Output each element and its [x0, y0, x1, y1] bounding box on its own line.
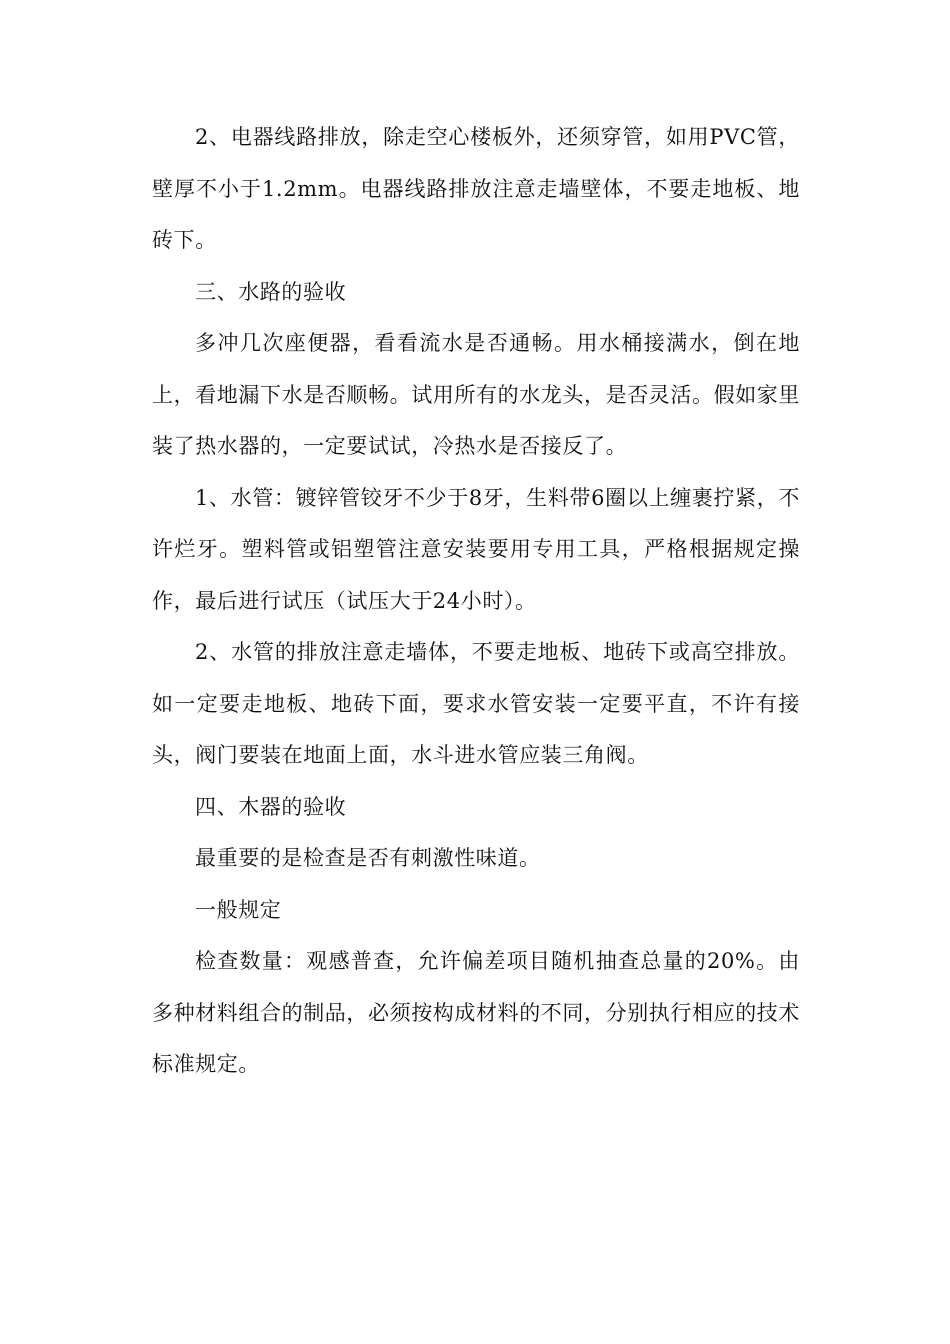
heading-general-rules: 一般规定: [195, 897, 282, 922]
paragraph-electrical-wiring: 2、电器线路排放，除走空心楼板外，还须穿管，如用PVC管，壁厚不小于1.2mm。电器线路排放注意走墙壁体，不要走地板、地砖下。: [152, 125, 800, 252]
paragraph-water-pipe-threads: 1、水管：镀锌管铰牙不少于8牙，生料带6圈以上缠裹拧紧，不许烂牙。塑料管或铝塑管注意安装要用专用工具，严格根据规定操作，最后进行试压（试压大于24小时）。: [152, 485, 800, 613]
paragraph-water-test: 多冲几次座便器，看看流水是否通畅。用水桶接满水，倒在地上，看地漏下水是否顺畅。试用所有的水龙头，是否灵活。假如家里装了热水器的，一定要试试，冷热水是否接反了。: [152, 331, 800, 458]
document-body: [152, 112, 800, 1091]
heading-woodwork-inspection: 四、木器的验收: [195, 794, 347, 819]
paragraph-water-pipe-layout: 2、水管的排放注意走墙体，不要走地板、地砖下或高空排放。如一定要走地板、地砖下面，要求水管安装一定要平直，不许有接头，阀门要装在地面上面，水斗进水管应装三角阀。: [152, 640, 800, 767]
heading-water-inspection: 三、水路的验收: [195, 279, 347, 304]
paragraph-inspection-quantity: 检查数量：观感普查，允许偏差项目随机抽查总量的20%。由多种材料组合的制品，必须按构成材料的不同，分别执行相应的技术标准规定。: [152, 949, 800, 1076]
paragraph-odor-check: 最重要的是检查是否有刺激性味道。: [195, 846, 541, 870]
